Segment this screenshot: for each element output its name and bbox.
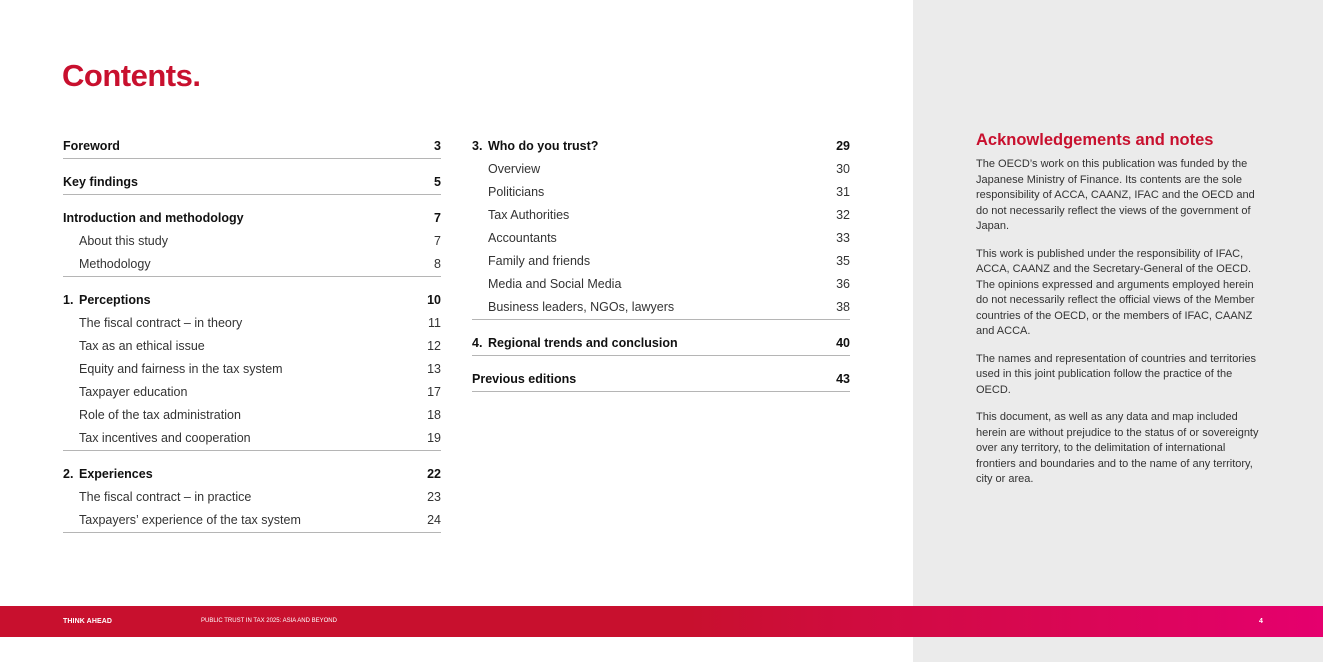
toc-entry-text: Taxpayer education: [79, 384, 188, 399]
toc-section-entry[interactable]: [472, 331, 850, 354]
toc-entry-label: [488, 231, 557, 245]
toc-entry-text: About this study: [79, 233, 168, 248]
toc-subsection-entry[interactable]: [63, 485, 441, 508]
acknowledgements-section: [976, 131, 1260, 500]
toc-entry-text: Tax as an ethical issue: [79, 338, 205, 353]
toc-page-number: 22: [427, 466, 441, 481]
toc-entry-text: Tax incentives and cooperation: [79, 430, 251, 445]
toc-entry-text: The fiscal contract – in theory: [79, 315, 243, 330]
toc-spacer: [472, 320, 850, 331]
toc-entry-label: [488, 277, 621, 291]
toc-page-number: 38: [836, 299, 850, 314]
contents-column-right: [472, 134, 850, 392]
toc-page-number: 12: [427, 338, 441, 353]
toc-spacer: [472, 356, 850, 367]
toc-entry-label: [472, 336, 678, 350]
toc-spacer: [63, 451, 441, 462]
toc-subsection-entry[interactable]: [472, 203, 850, 226]
toc-page-number: 17: [427, 384, 441, 399]
acknowledgements-paragraph: This document, as well as any data and map included herein are without prejudice to the status of or sovereignty over any territory, to the delimitation of international frontiers and boundaries and to the name of any territory, city or area.: [976, 411, 1259, 485]
toc-section-entry[interactable]: [472, 367, 850, 390]
toc-subsection-entry[interactable]: [63, 334, 441, 357]
contents-column-left: [63, 134, 441, 533]
toc-entry-text: Introduction and methodology: [63, 210, 244, 225]
toc-entry-text: Who do you trust?: [488, 138, 599, 153]
toc-subsection-entry[interactable]: [472, 272, 850, 295]
toc-subsection-entry[interactable]: [63, 252, 441, 275]
toc-subsection-entry[interactable]: [63, 403, 441, 426]
toc-page-number: 43: [836, 371, 850, 386]
footer-page-number: 4: [1259, 618, 1263, 625]
toc-subsection-entry[interactable]: [63, 380, 441, 403]
toc-page-number: 29: [836, 138, 850, 153]
toc-entry-text: Regional trends and conclusion: [488, 335, 678, 350]
toc-entry-text: Tax Authorities: [488, 207, 570, 222]
footer-brand: THINK AHEAD: [63, 618, 113, 625]
toc-page-number: 7: [434, 233, 441, 248]
toc-entry-text: Previous editions: [472, 371, 577, 386]
acknowledgements-paragraph: This work is published under the responsibility of IFAC, ACCA, CAANZ and the Secretary-General of the OECD. The opinions expressed and arguments employed herein do not necessarily reflect the official views of the Member countries of the OECD, or the members of IFAC, CAANZ and ACCA.: [976, 247, 1255, 337]
toc-subsection-entry[interactable]: [63, 311, 441, 334]
toc-entry-text: Taxpayers’ experience of the tax system: [79, 512, 301, 527]
toc-section-entry[interactable]: [63, 288, 441, 311]
toc-entry-label: [79, 257, 151, 271]
toc-entry-text: Business leaders, NGOs, lawyers: [488, 299, 675, 314]
toc-entry-text: Equity and fairness in the tax system: [79, 361, 283, 376]
toc-page-number: 8: [434, 256, 441, 271]
toc-entry-text: Family and friends: [488, 253, 591, 268]
toc-entry-label: [472, 372, 576, 386]
toc-entry-label: [79, 362, 283, 376]
toc-entry-label: [63, 139, 120, 153]
toc-entry-text: Foreword: [63, 138, 120, 153]
toc-page-number: 24: [427, 512, 441, 527]
toc-entry-text: Role of the tax administration: [79, 407, 241, 422]
toc-entry-label: [63, 467, 153, 481]
footer-publication-title: PUBLIC TRUST IN TAX 2025: ASIA AND BEYOND: [201, 618, 337, 624]
toc-subsection-entry[interactable]: [472, 226, 850, 249]
toc-section-entry[interactable]: [472, 134, 850, 157]
toc-entry-label: [63, 293, 151, 307]
toc-entry-label: [488, 300, 674, 314]
toc-entry-label: [79, 431, 251, 445]
toc-entry-text: Key findings: [63, 174, 139, 189]
toc-entry-text: Methodology: [79, 256, 151, 271]
toc-subsection-entry[interactable]: [472, 157, 850, 180]
toc-page-number: 3: [434, 138, 441, 153]
toc-page-number: 23: [427, 489, 441, 504]
toc-subsection-entry[interactable]: [472, 180, 850, 203]
page-title: Contents.: [62, 58, 201, 93]
toc-spacer: [63, 195, 441, 206]
toc-subsection-entry[interactable]: [63, 426, 441, 449]
toc-entry-text: Media and Social Media: [488, 276, 622, 291]
toc-section-entry[interactable]: [63, 134, 441, 157]
toc-page-number: 13: [427, 361, 441, 376]
toc-section-number: 1.: [63, 292, 74, 307]
toc-page-number: 10: [427, 292, 441, 307]
toc-page-number: 35: [836, 253, 850, 268]
toc-section-entry[interactable]: [63, 462, 441, 485]
toc-entry-text: Overview: [488, 161, 541, 176]
toc-subsection-entry[interactable]: [63, 357, 441, 380]
toc-page-number: 40: [836, 335, 850, 350]
toc-entry-text: Experiences: [79, 466, 153, 481]
toc-entry-label: [472, 139, 598, 153]
toc-page-number: 19: [427, 430, 441, 445]
toc-entry-label: [79, 339, 205, 353]
toc-page-number: 33: [836, 230, 850, 245]
toc-entry-label: [63, 175, 138, 189]
toc-entry-label: [79, 513, 301, 527]
toc-entry-label: [79, 316, 242, 330]
toc-section-number: 4.: [472, 335, 483, 350]
toc-page-number: 5: [434, 174, 441, 189]
acknowledgements-paragraph: The names and representation of countries and territories used in this joint publication follow the practice of the OECD.: [976, 352, 1257, 396]
toc-spacer: [63, 159, 441, 170]
toc-divider: [472, 391, 850, 392]
toc-section-number: 2.: [63, 466, 74, 481]
toc-page-number: 18: [427, 407, 441, 422]
acknowledgements-paragraph: The OECD’s work on this publication was funded by the Japanese Ministry of Finance. Its contents are the sole responsibility of ACCA, CAANZ, IFAC and the OECD and do not necessarily reflect the views of the government of Japan.: [976, 158, 1255, 232]
toc-subsection-entry[interactable]: [472, 295, 850, 318]
toc-page-number: 30: [836, 161, 850, 176]
toc-entry-text: Perceptions: [79, 292, 151, 307]
toc-entry-label: [63, 211, 244, 225]
toc-entry-text: Accountants: [488, 230, 557, 245]
acknowledgements-heading: Acknowledgements and notes: [976, 131, 1214, 149]
toc-page-number: 7: [434, 210, 441, 225]
toc-entry-label: [488, 162, 540, 176]
toc-section-entry[interactable]: [63, 206, 441, 229]
toc-entry-label: [79, 490, 251, 504]
toc-page-number: 11: [428, 315, 441, 330]
toc-entry-label: [79, 408, 241, 422]
toc-entry-label: [79, 234, 168, 248]
toc-subsection-entry[interactable]: [63, 508, 441, 531]
toc-subsection-entry[interactable]: [472, 249, 850, 272]
toc-page-number: 31: [836, 184, 850, 199]
toc-entry-text: The fiscal contract – in practice: [79, 489, 252, 504]
toc-entry-label: [488, 254, 590, 268]
toc-entry-label: [79, 385, 187, 399]
toc-entry-text: Politicians: [488, 184, 545, 199]
toc-subsection-entry[interactable]: [63, 229, 441, 252]
toc-divider: [63, 532, 441, 533]
toc-section-number: 3.: [472, 138, 483, 153]
toc-page-number: 36: [836, 276, 850, 291]
toc-section-entry[interactable]: [63, 170, 441, 193]
toc-page-number: 32: [836, 207, 850, 222]
toc-entry-label: [488, 208, 569, 222]
toc-spacer: [63, 277, 441, 288]
footer-bar: [0, 606, 1323, 637]
toc-entry-label: [488, 185, 544, 199]
